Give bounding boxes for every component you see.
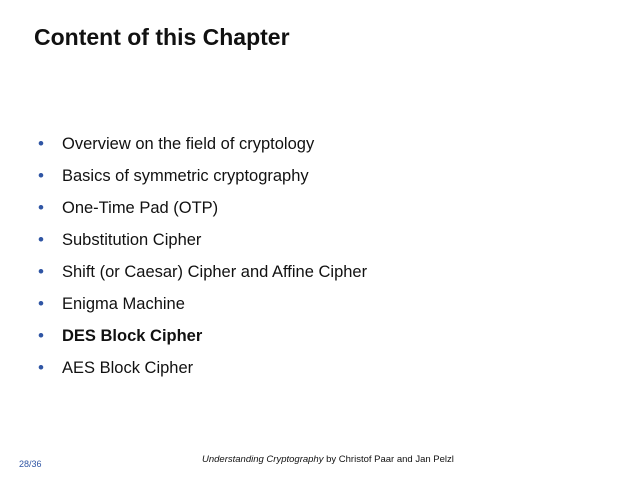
footer-credit: [202, 454, 454, 465]
bullet-icon: •: [38, 198, 44, 217]
slide-title: Content of this Chapter: [34, 24, 290, 50]
bullet-icon: •: [38, 358, 44, 377]
book-title: Understanding Cryptography: [202, 454, 324, 465]
list-item-label: Substitution Cipher: [62, 231, 202, 249]
page-number: 28/36: [19, 459, 42, 469]
list-item-label: Shift (or Caesar) Cipher and Affine Cipher: [62, 263, 368, 281]
list-item-label: Basics of symmetric cryptography: [62, 167, 309, 185]
authors-text: by Christof Paar and Jan Pelzl: [323, 454, 454, 465]
list-item-label: DES Block Cipher: [62, 327, 203, 345]
bullet-icon: •: [38, 326, 44, 345]
bullet-icon: •: [38, 230, 44, 249]
bullet-icon: •: [38, 166, 44, 185]
list-item-label: One-Time Pad (OTP): [62, 199, 219, 217]
list-item-label: Overview on the field of cryptology: [62, 135, 315, 153]
bullet-icon: •: [38, 134, 44, 153]
list-item-label: AES Block Cipher: [62, 359, 194, 377]
bullet-icon: •: [38, 262, 44, 281]
list-item-label: Enigma Machine: [62, 295, 185, 313]
bullet-icon: •: [38, 294, 44, 313]
